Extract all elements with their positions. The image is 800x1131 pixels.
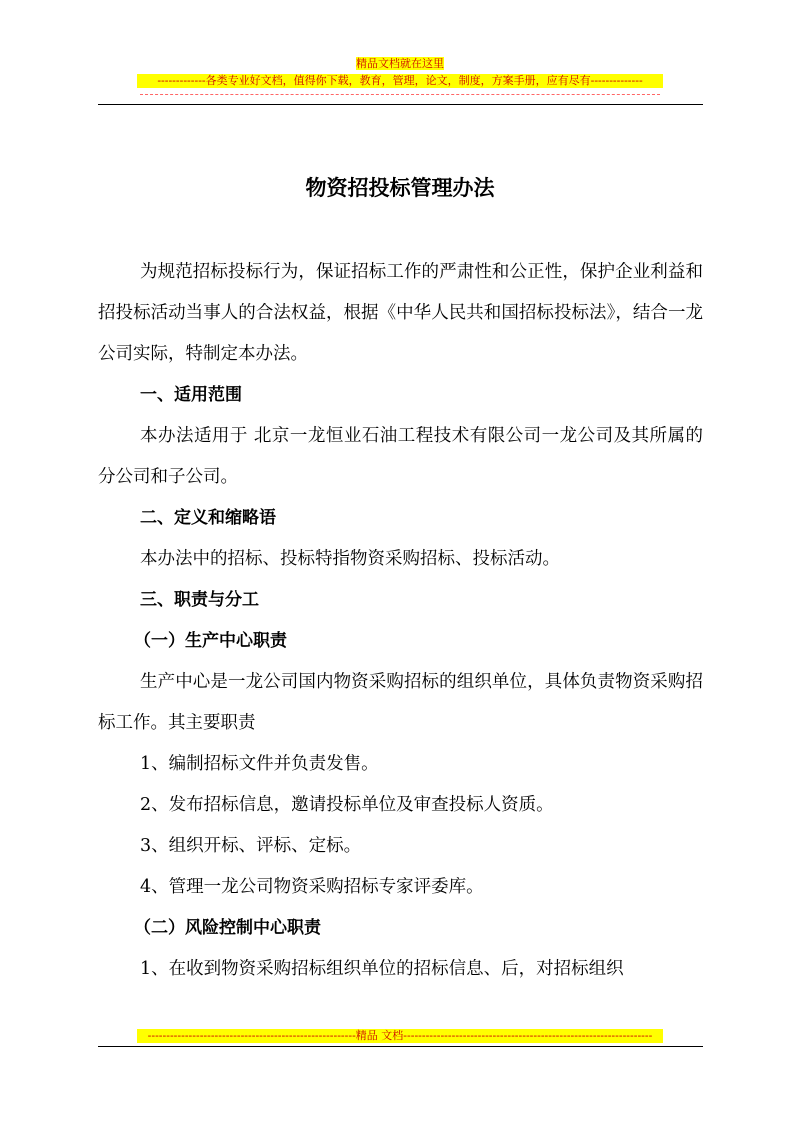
document-title: 物资招投标管理办法 [305,176,495,200]
subsection-heading-production: （一）生产中心职责 [134,631,287,651]
production-paragraph: 生产中心是一龙公司国内物资采购招标的组织单位，具体负责物资采购招标工作。其主要职责 [98,672,703,733]
footer-rule [98,1046,703,1047]
header-banner-line1: 精品文档就在这里 [356,57,444,70]
definitions-paragraph: 本办法中的招标、投标特指物资采购招标、投标活动。 [140,549,560,569]
intro-paragraph: 为规范招标投标行为，保证招标工作的严肃性和公正性，保护企业利益和招投标活动当事人的合法权益，根据《中华人民共和国招标投标法》，结合一龙公司实际，特制定本办法。 [98,262,703,364]
section-heading-definitions: 二、定义和缩略语 [140,508,276,528]
document-body [98,252,703,990]
list-item: 3、组织开标、评标、定标。 [140,836,362,856]
list-item: 1、在收到物资采购招标组织单位的招标信息、后，对招标组织 [140,959,624,979]
header-dashed-divider [140,94,660,95]
header-rule [98,104,703,105]
subsection-heading-risk-control: （二）风险控制中心职责 [134,918,321,938]
list-item: 2、发布招标信息，邀请投标单位及审查投标人资质。 [140,795,554,815]
section-heading-scope: 一、适用范围 [140,385,242,405]
section-heading-responsibilities: 三、职责与分工 [140,590,259,610]
list-item: 4、管理一龙公司物资采购招标专家评委库。 [140,877,484,897]
list-item: 1、编制招标文件并负责发售。 [140,754,379,774]
scope-paragraph: 本办法适用于 北京一龙恒业石油工程技术有限公司一龙公司及其所属的分公司和子公司。 [98,426,703,487]
header-banner-line2: -------------各类专业好文档，值得你下载，教育，管理，论文，制度，方案手册，应有尽有-------------- [137,74,663,88]
footer-banner: --------------------------------------------------------精品 文档------------------------------------------------------------------- [137,1029,663,1043]
